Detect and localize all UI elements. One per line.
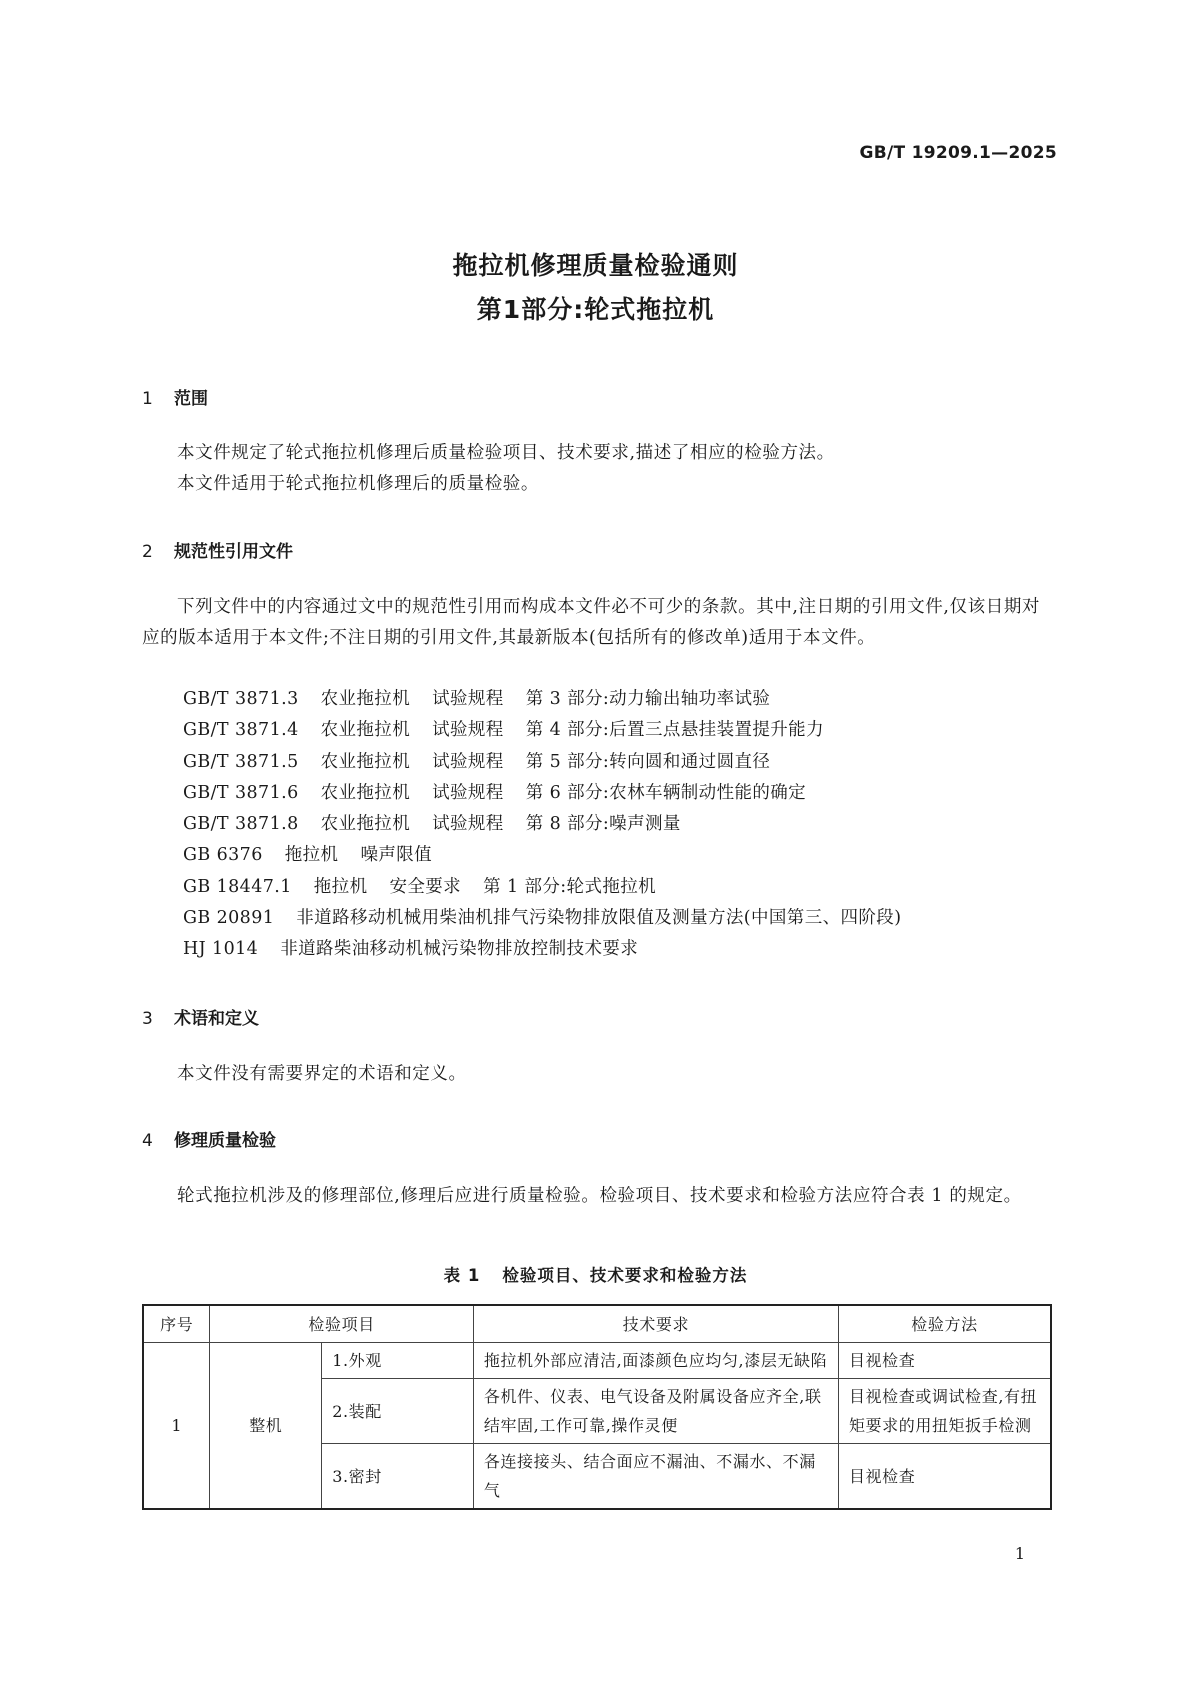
- page-number: 1: [1014, 1544, 1025, 1563]
- reference-item: GB 6376 拖拉机 噪声限值: [183, 845, 433, 866]
- requirement: 拖拉机外部应清洁,面漆颜色应均匀,漆层无缺陷: [473, 1343, 838, 1379]
- document-title: 拖拉机修理质量检验通则: [452, 251, 739, 280]
- standard-code: GB/T 19209.1—2025: [859, 143, 1057, 163]
- reference-item: GB/T 3871.3 农业拖拉机 试验规程 第 3 部分:动力输出轴功率试验: [183, 689, 771, 709]
- method: 目视检查: [838, 1343, 1051, 1379]
- sub-item: 2.装配: [322, 1379, 474, 1444]
- section-title: 范围: [174, 389, 208, 409]
- reference-item: GB/T 3871.8 农业拖拉机 试验规程 第 8 部分:噪声测量: [183, 814, 681, 835]
- sub-item: 3.密封: [322, 1444, 474, 1510]
- sub-item: 1.外观: [322, 1343, 474, 1379]
- reference-item: GB 18447.1 拖拉机 安全要求 第 1 部分:轮式拖拉机: [183, 876, 657, 897]
- section-number: 3: [142, 1009, 153, 1029]
- section-title: 规范性引用文件: [174, 542, 293, 562]
- requirement: 各机件、仪表、电气设备及附属设备应齐全,联结牢固,工作可靠,操作灵便: [473, 1379, 838, 1444]
- document-subtitle: 第1部分:轮式拖拉机: [476, 295, 715, 324]
- section-title: 修理质量检验: [174, 1131, 276, 1151]
- paragraph: 本文件适用于轮式拖拉机修理后的质量检验。: [177, 474, 539, 494]
- requirement: 各连接接头、结合面应不漏油、不漏水、不漏气: [473, 1444, 838, 1510]
- inspection-table: [142, 1304, 1052, 1510]
- section-heading-scope: [142, 384, 208, 409]
- table-number: 表 1: [443, 1266, 481, 1285]
- section-title: 术语和定义: [174, 1009, 259, 1029]
- header-item: 检验项目: [210, 1305, 473, 1343]
- table-row: [143, 1343, 1051, 1379]
- method: 目视检查: [838, 1444, 1051, 1510]
- method: 目视检查或调试检查,有扭矩要求的用扭矩扳手检测: [838, 1379, 1051, 1444]
- reference-item: GB 20891 非道路移动机械用柴油机排气污染物排放限值及测量方法(中国第三、四阶段): [183, 908, 902, 929]
- table-title: 检验项目、技术要求和检验方法: [502, 1266, 748, 1285]
- section-heading-normative-references: [142, 537, 293, 562]
- header-method: 检验方法: [838, 1305, 1051, 1343]
- header-seq: 序号: [143, 1305, 210, 1343]
- section-number: 1: [142, 389, 153, 409]
- table-caption: [0, 1262, 1191, 1286]
- row-seq: 1: [143, 1343, 210, 1510]
- header-requirement: 技术要求: [473, 1305, 838, 1343]
- paragraph: 本文件规定了轮式拖拉机修理后质量检验项目、技术要求,描述了相应的检验方法。: [177, 443, 835, 463]
- item-group: 整机: [210, 1343, 322, 1510]
- table-header-row: [143, 1305, 1051, 1343]
- reference-item: GB/T 3871.6 农业拖拉机 试验规程 第 6 部分:农林车辆制动性能的确定: [183, 782, 807, 803]
- section-number: 4: [142, 1131, 153, 1151]
- section-heading-terms: [142, 1004, 259, 1029]
- paragraph: 本文件没有需要界定的术语和定义。: [177, 1064, 467, 1084]
- reference-item: GB/T 3871.5 农业拖拉机 试验规程 第 5 部分:转向圆和通过圆直径: [183, 751, 771, 772]
- section-heading-repair-quality: [142, 1126, 276, 1151]
- reference-list: [183, 684, 901, 966]
- section-number: 2: [142, 542, 153, 562]
- reference-item: GB/T 3871.4 农业拖拉机 试验规程 第 4 部分:后置三点悬挂装置提升能力: [183, 720, 824, 741]
- reference-item: HJ 1014 非道路柴油移动机械污染物排放控制技术要求: [183, 939, 639, 960]
- paragraph: 下列文件中的内容通过文中的规范性引用而构成本文件必不可少的条款。其中,注日期的引用文件,仅该日期对应的版本适用于本文件;不注日期的引用文件,其最新版本(包括所有的修改单)适用于本文件。: [142, 597, 1041, 648]
- paragraph: 轮式拖拉机涉及的修理部位,修理后应进行质量检验。检验项目、技术要求和检验方法应符合表 1 的规定。: [177, 1186, 1022, 1206]
